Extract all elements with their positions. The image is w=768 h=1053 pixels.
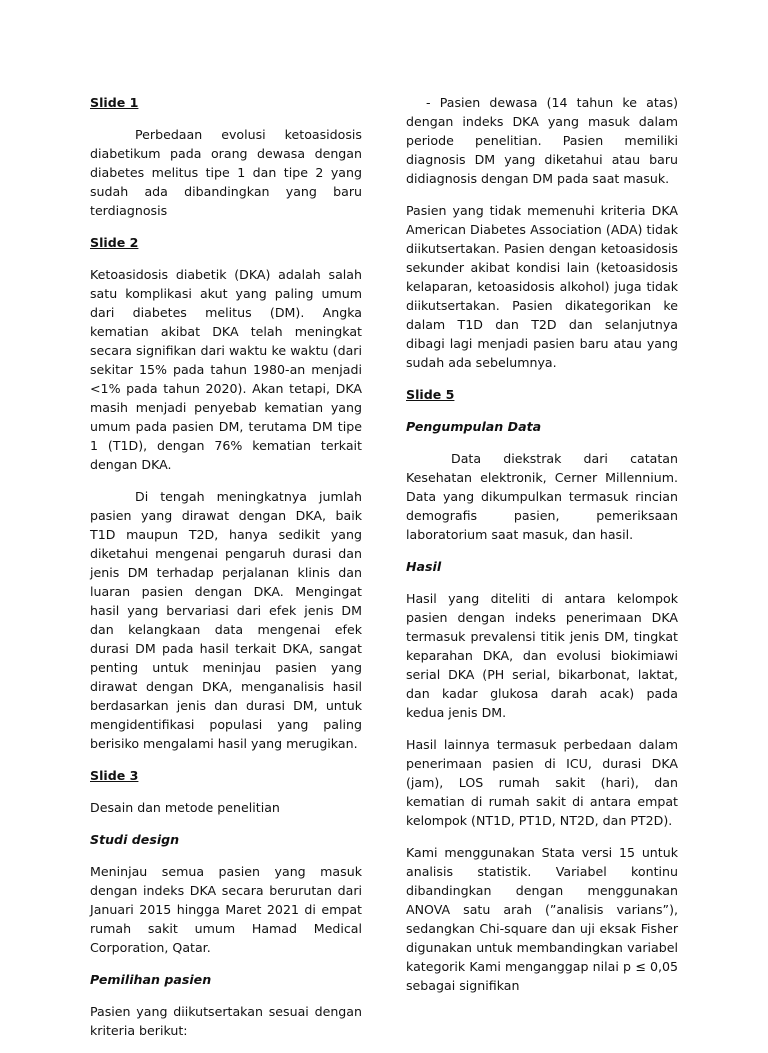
slide2-paragraph-2: Di tengah meningkatnya jumlah pasien yang dirawat dengan DKA, baik T1D maupun T2D, hanya sedikit yang diketahui mengenai pengaruh durasi dan jenis DM terhadap perjalanan klinis dan luaran pasien dengan DKA. Mengingat hasil yang bervariasi dari efek jenis DM dan kelangkaan data mengenai efek durasi DM pada hasil terkait DKA, sangat penting untuk meninjau pasien yang dirawat dengan DKA, menganalisis hasil berdasarkan jenis dan durasi DM, untuk mengidentifikasi populasi yang paling berisiko mengalami hasil yang merugikan. bbox=[90, 489, 362, 751]
studi-design-text: Meninjau semua pasien yang masuk dengan indeks DKA secara berurutan dari Januari 2015 hingga Maret 2021 di empat rumah sakit umum Hamad Medical Corporation, Qatar. bbox=[90, 864, 362, 955]
slide3-title: Desain dan metode penelitian bbox=[90, 800, 280, 815]
hasil-paragraph-1: Hasil yang diteliti di antara kelompok pasien dengan indeks penerimaan DKA termasuk prevalensi titik jenis DM, tingkat keparahan DKA, dan evolusi biokimiawi serial DKA (PH serial, bikarbonat, laktat, dan kadar glukosa darah acak) pada kedua jenis DM. bbox=[406, 591, 678, 720]
slide3-heading: Slide 3 bbox=[90, 768, 139, 783]
right-column bbox=[406, 93, 678, 1008]
slide2-heading: Slide 2 bbox=[90, 235, 139, 250]
studi-design-heading: Studi design bbox=[90, 832, 180, 847]
inclusion-criteria-text: - Pasien dewasa (14 tahun ke atas) dengan indeks DKA yang masuk dalam periode penelitian. Pasien memiliki diagnosis DM yang diketahui atau baru didiagnosis dengan DM pada saat masuk. bbox=[406, 95, 678, 186]
exclusion-criteria-text: Pasien yang tidak memenuhi kriteria DKA American Diabetes Association (ADA) tidak diikutsertakan. Pasien dengan ketoasidosis sekunder akibat kondisi lain (ketoasidosis kelaparan, ketoasidosis alkohol) juga tidak diikutsertakan. Pasien dikategorikan ke dalam T1D dan T2D dan selanjutnya dibagi lagi menjadi pasien baru atau yang sudah ada sebelumnya. bbox=[406, 203, 678, 370]
pemilihan-pasien-heading: Pemilihan pasien bbox=[90, 972, 212, 987]
hasil-heading: Hasil bbox=[406, 559, 442, 574]
slide5-heading: Slide 5 bbox=[406, 387, 455, 402]
pemilihan-pasien-text: Pasien yang diikutsertakan sesuai dengan kriteria berikut: bbox=[90, 1004, 362, 1038]
hasil-paragraph-3: Kami menggunakan Stata versi 15 untuk analisis statistik. Variabel kontinu dibandingkan dengan menggunakan ANOVA satu arah (”analisis varians”), sedangkan Chi-square dan uji eksak Fisher digunakan untuk membandingkan variabel kategorik Kami menganggap nilai p ≤ 0,05 sebagai signifikan bbox=[406, 845, 678, 993]
slide1-heading: Slide 1 bbox=[90, 95, 139, 110]
left-column bbox=[90, 93, 362, 1053]
hasil-paragraph-2: Hasil lainnya termasuk perbedaan dalam penerimaan pasien di ICU, durasi DKA (jam), LOS rumah sakit (hari), dan kematian di rumah sakit di antara empat kelompok (NT1D, PT1D, NT2D, dan PT2D). bbox=[406, 737, 678, 828]
pengumpulan-data-heading: Pengumpulan Data bbox=[406, 419, 542, 434]
pengumpulan-data-text: Data diekstrak dari catatan Kesehatan elektronik, Cerner Millennium. Data yang dikumpulkan termasuk rincian demografis pasien, pemeriksaan laboratorium saat masuk, dan hasil. bbox=[406, 451, 678, 542]
slide2-paragraph-1: Ketoasidosis diabetik (DKA) adalah salah satu komplikasi akut yang paling umum dari diabetes melitus (DM). Angka kematian akibat DKA telah meningkat secara signifikan dari waktu ke waktu (dari sekitar 15% pada tahun 1980-an menjadi <1% pada tahun 2020). Akan tetapi, DKA masih menjadi penyebab kematian yang umum pada pasien DM, terutama DM tipe 1 (T1D), dengan 76% kematian terkait dengan DKA. bbox=[90, 267, 362, 472]
slide1-text: Perbedaan evolusi ketoasidosis diabetikum pada orang dewasa dengan diabetes melitus tipe 1 dan tipe 2 yang sudah ada dibandingkan yang baru terdiagnosis bbox=[90, 127, 362, 218]
